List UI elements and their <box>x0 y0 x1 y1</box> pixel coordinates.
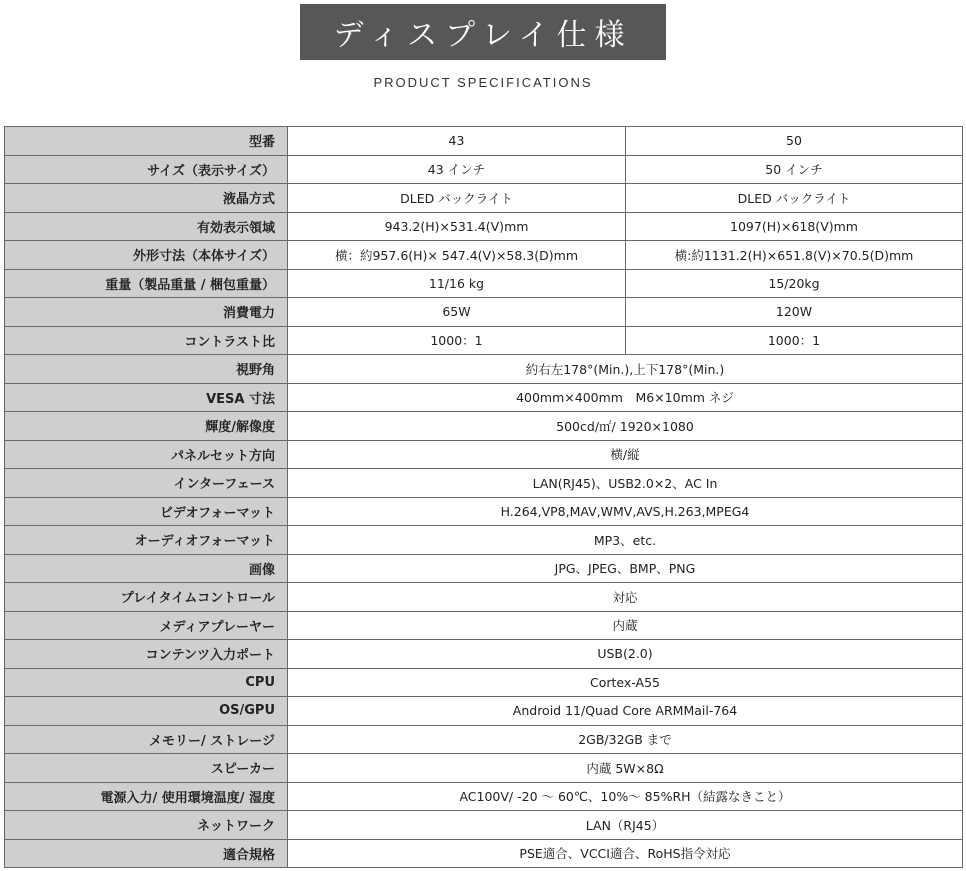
spec-table <box>4 126 963 868</box>
row-label: コントラスト比 <box>5 326 288 355</box>
row-label: 液晶方式 <box>5 184 288 213</box>
row-label: 画像 <box>5 554 288 583</box>
row-label: メモリー/ ストレージ <box>5 725 288 754</box>
row-label: 有効表示領域 <box>5 212 288 241</box>
shared-value: Cortex-A55 <box>288 668 963 697</box>
page-title: ディスプレイ仕様 <box>300 4 666 60</box>
row-label: 適合規格 <box>5 839 288 868</box>
table-row <box>5 554 963 583</box>
shared-value: 500cd/㎡/ 1920×1080 <box>288 412 963 441</box>
row-label: 電源入力/ 使用環境温度/ 湿度 <box>5 782 288 811</box>
model-43-value: DLED バックライト <box>288 184 626 213</box>
page-subtitle: PRODUCT SPECIFICATIONS <box>373 75 593 90</box>
model-43-header: 43 <box>288 127 626 156</box>
row-label: スピーカー <box>5 754 288 783</box>
model-43-value: 43 インチ <box>288 155 626 184</box>
table-row <box>5 497 963 526</box>
model-43-value: 1000：1 <box>288 326 626 355</box>
shared-value: 約右左178°(Min.),上下178°(Min.) <box>288 355 963 384</box>
shared-value: 対応 <box>288 583 963 612</box>
table-row <box>5 611 963 640</box>
shared-value: AC100V/ -20 ～ 60℃、10%～ 85%RH（結露なきこと） <box>288 782 963 811</box>
row-label: サイズ（表示サイズ） <box>5 155 288 184</box>
shared-value: LAN（RJ45） <box>288 811 963 840</box>
model-50-value: 1097(H)×618(V)mm <box>626 212 963 241</box>
table-row <box>5 782 963 811</box>
shared-value: JPG、JPEG、BMP、PNG <box>288 554 963 583</box>
table-row <box>5 583 963 612</box>
table-row <box>5 754 963 783</box>
table-row <box>5 440 963 469</box>
model-50-value: 50 インチ <box>626 155 963 184</box>
table-row <box>5 212 963 241</box>
row-label: ビデオフォーマット <box>5 497 288 526</box>
table-row <box>5 412 963 441</box>
table-row <box>5 184 963 213</box>
table-row <box>5 155 963 184</box>
model-43-value: 943.2(H)×531.4(V)mm <box>288 212 626 241</box>
table-row <box>5 697 963 726</box>
row-label: オーディオフォーマット <box>5 526 288 555</box>
row-label: OS/GPU <box>5 697 288 726</box>
row-label: プレイタイムコントロール <box>5 583 288 612</box>
table-row <box>5 326 963 355</box>
row-label: 重量（製品重量 / 梱包重量） <box>5 269 288 298</box>
shared-value: 400mm×400mm M6×10mm ネジ <box>288 383 963 412</box>
model-50-value: DLED バックライト <box>626 184 963 213</box>
shared-value: PSE適合、VCCI適合、RoHS指令対応 <box>288 839 963 868</box>
row-label: 型番 <box>5 127 288 156</box>
row-label: 消費電力 <box>5 298 288 327</box>
row-label: CPU <box>5 668 288 697</box>
row-label: メディアプレーヤー <box>5 611 288 640</box>
table-row <box>5 668 963 697</box>
row-label: 視野角 <box>5 355 288 384</box>
shared-value: 横/縦 <box>288 440 963 469</box>
row-label: パネルセット方向 <box>5 440 288 469</box>
shared-value: 内蔵 5W×8Ω <box>288 754 963 783</box>
model-50-value: 15/20kg <box>626 269 963 298</box>
table-row <box>5 811 963 840</box>
model-50-header: 50 <box>626 127 963 156</box>
model-43-value: 横：約957.6(H)× 547.4(V)×58.3(D)mm <box>288 241 626 270</box>
table-row <box>5 298 963 327</box>
table-row <box>5 241 963 270</box>
shared-value: MP3、etc. <box>288 526 963 555</box>
row-label: コンテンツ入力ポート <box>5 640 288 669</box>
shared-value: LAN(RJ45)、USB2.0×2、AC In <box>288 469 963 498</box>
table-row <box>5 526 963 555</box>
shared-value: USB(2.0) <box>288 640 963 669</box>
shared-value: Android 11/Quad Core ARMMail-764 <box>288 697 963 726</box>
shared-value: 2GB/32GB まで <box>288 725 963 754</box>
row-label: ネットワーク <box>5 811 288 840</box>
model-43-value: 11/16 kg <box>288 269 626 298</box>
row-label: VESA 寸法 <box>5 383 288 412</box>
table-row <box>5 383 963 412</box>
table-row <box>5 355 963 384</box>
model-50-value: 1000：1 <box>626 326 963 355</box>
table-row <box>5 640 963 669</box>
table-row <box>5 127 963 156</box>
row-label: 輝度/解像度 <box>5 412 288 441</box>
model-50-value: 120W <box>626 298 963 327</box>
shared-value: 内蔵 <box>288 611 963 640</box>
table-row <box>5 839 963 868</box>
shared-value: H.264,VP8,MAV,WMV,AVS,H.263,MPEG4 <box>288 497 963 526</box>
model-43-value: 65W <box>288 298 626 327</box>
table-row <box>5 469 963 498</box>
row-label: 外形寸法（本体サイズ） <box>5 241 288 270</box>
row-label: インターフェース <box>5 469 288 498</box>
model-50-value: 横:約1131.2(H)×651.8(V)×70.5(D)mm <box>626 241 963 270</box>
table-row <box>5 269 963 298</box>
table-row <box>5 725 963 754</box>
